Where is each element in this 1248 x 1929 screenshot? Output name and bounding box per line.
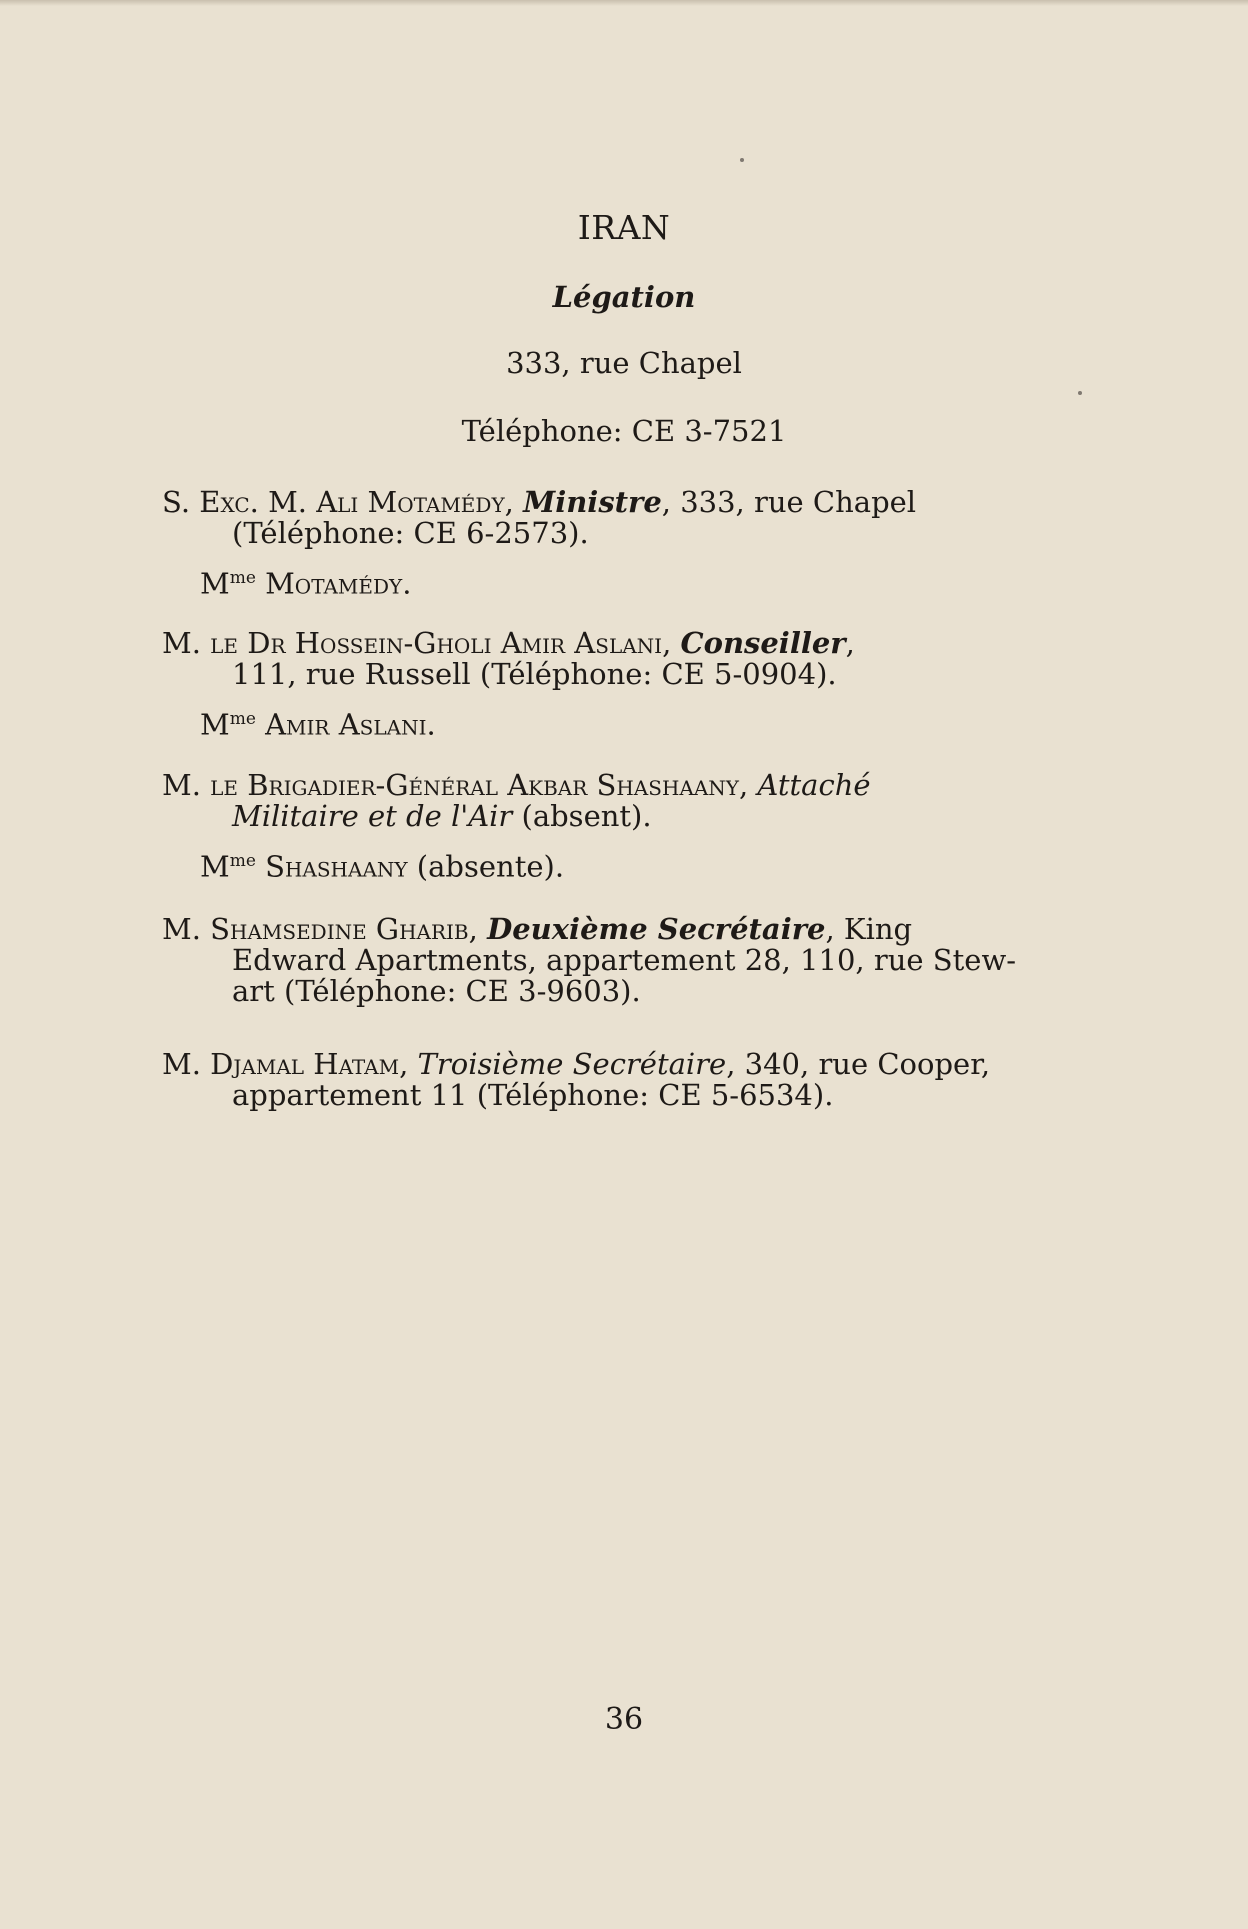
entry-prefix: M. <box>162 768 211 802</box>
entry-address: , 333, rue Chapel <box>661 485 917 519</box>
entry-address: , <box>845 626 855 660</box>
spouse-name: Motamédy. <box>255 566 412 601</box>
person-name: Djamal Hatam <box>210 1047 400 1081</box>
entry-line <box>162 487 1082 518</box>
entry-line <box>162 770 1082 801</box>
entry-prefix: S. <box>162 485 200 519</box>
spouse-prefix: M <box>200 566 230 601</box>
person-title: Attaché <box>757 768 871 802</box>
page-number: 36 <box>604 1702 644 1737</box>
legation-subtitle: Légation <box>552 280 696 314</box>
entry-address: Edward Apartments, appartement 28, 110, rue Stew- <box>232 943 1017 977</box>
entry-military-attache <box>162 770 1082 883</box>
entry-separator: , <box>399 1047 418 1081</box>
entry-third-secretary <box>162 1049 1082 1111</box>
person-title: Troisième Secrétaire <box>417 1047 727 1081</box>
spouse-line <box>162 846 1082 883</box>
spouse-prefix: M <box>200 707 230 742</box>
entry-address: , 340, rue Cooper, <box>726 1047 991 1081</box>
speck <box>740 158 744 162</box>
spouse-line <box>162 563 1082 600</box>
entry-separator: , <box>468 912 488 946</box>
entry-address: art (Téléphone: CE 3-9603). <box>232 974 641 1008</box>
entry-address: (Téléphone: CE 6-2573). <box>232 516 589 550</box>
entry-separator: , <box>738 768 758 802</box>
entry-line <box>162 945 1082 976</box>
entry-second-secretary <box>162 914 1082 1007</box>
legation-address: 333, rue Chapel <box>506 346 742 380</box>
spouse-prefix-sup: me <box>229 568 256 588</box>
spouse-prefix: M <box>200 849 230 884</box>
entry-line <box>162 976 1082 1007</box>
person-title: Militaire et de l'Air <box>232 799 513 833</box>
country-heading: IRAN <box>577 208 671 247</box>
entry-minister <box>162 487 1082 600</box>
entry-prefix: M. <box>162 626 211 660</box>
entry-line <box>162 801 1082 832</box>
spouse-prefix-sup: me <box>229 709 256 729</box>
person-name: Shamsedine Gharib <box>210 912 469 946</box>
legation-telephone: Téléphone: CE 3-7521 <box>461 414 787 448</box>
spouse-prefix-sup: me <box>229 851 256 871</box>
entry-separator: , <box>662 626 681 660</box>
entry-line <box>162 914 1082 945</box>
spouse-name: Shashaany <box>255 849 408 884</box>
entry-line <box>162 659 1082 690</box>
entry-address: appartement 11 (Téléphone: CE 5-6534). <box>232 1078 834 1112</box>
entry-counsellor <box>162 628 1082 741</box>
speck <box>1078 391 1082 395</box>
entry-prefix: M. <box>162 1047 211 1081</box>
entry-status: (absent). <box>512 799 652 833</box>
entry-address: 111, rue Russell (Téléphone: CE 5-0904). <box>232 657 837 691</box>
entry-separator: , <box>504 485 524 519</box>
person-name: le Dr Hossein-Gholi Amir Aslani <box>210 626 663 660</box>
spouse-name: Amir Aslani. <box>255 707 436 742</box>
entry-line <box>162 518 1082 549</box>
entry-line <box>162 628 1082 659</box>
person-title: Conseiller <box>680 626 846 660</box>
person-title: Ministre <box>523 485 662 519</box>
person-title: Deuxième Secrétaire <box>487 912 826 946</box>
entry-line <box>162 1080 1082 1111</box>
spouse-line <box>162 704 1082 741</box>
spouse-status: (absente). <box>407 849 565 884</box>
entry-address: , King <box>825 912 913 946</box>
person-name: Exc. M. Ali Motamédy <box>199 485 505 519</box>
person-name: le Brigadier-Général Akbar Shashaany <box>210 768 739 802</box>
entry-line <box>162 1049 1082 1080</box>
entry-prefix: M. <box>162 912 211 946</box>
page-top-edge <box>0 0 1248 6</box>
